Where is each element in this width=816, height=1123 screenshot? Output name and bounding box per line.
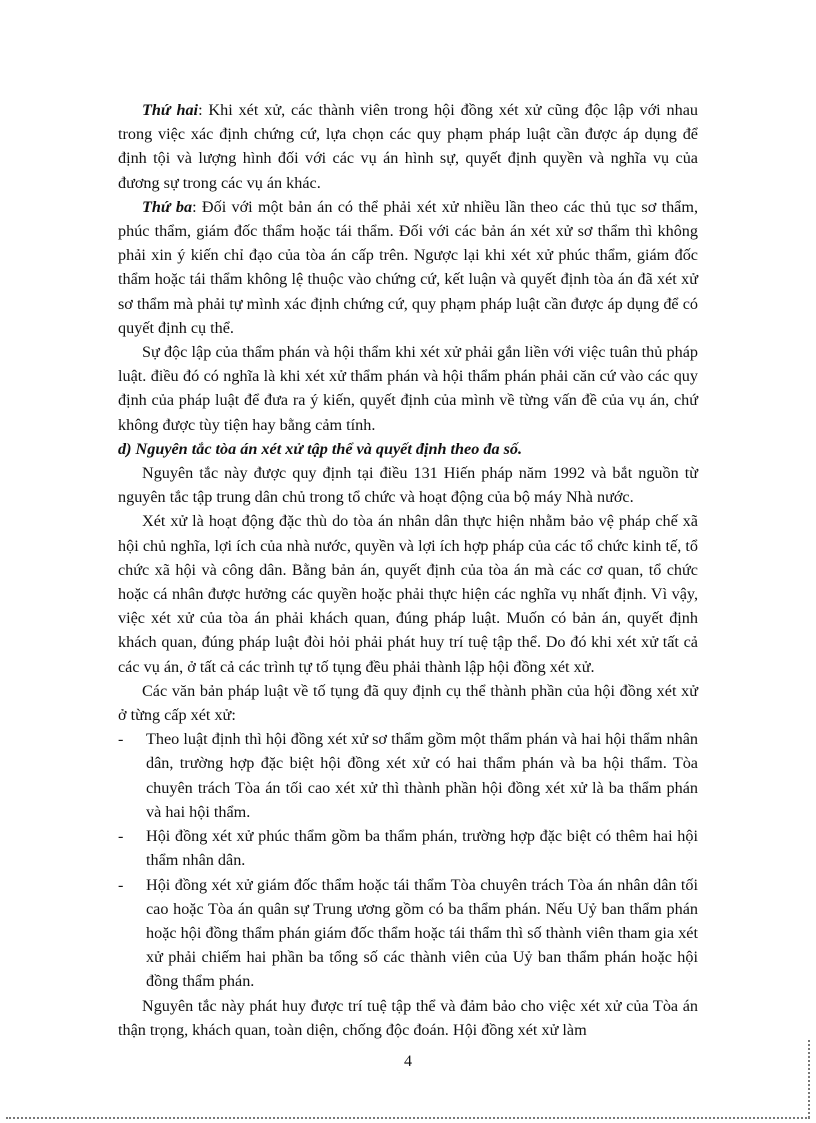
lead-thu-ba: Thứ ba: [142, 197, 193, 216]
list-item-text: Hội đồng xét xử phúc thẩm gồm ba thẩm phán, trường hợp đặc biệt có thêm hai hội thẩm nhân dân.: [146, 827, 698, 870]
list-item: [118, 727, 698, 824]
paragraph-thu-hai-text: : Khi xét xử, các thành viên trong hội đồng xét xử cũng độc lập với nhau trong việc xác định chứng cứ, lựa chọn các quy phạm pháp luật cần được áp dụng để định tội và lượng hình đối với các vụ án hình sự, quyết định quyền và nghĩa vụ của đương sự trong các vụ án khác.: [118, 101, 698, 192]
list-item: [118, 824, 698, 872]
right-dotted-border: [808, 1040, 810, 1118]
paragraph-van-ban: Các văn bản pháp luật về tố tụng đã quy định cụ thể thành phần của hội đồng xét xử ở từng cấp xét xử:: [118, 681, 698, 725]
list-dash: -: [118, 730, 124, 749]
lead-thu-hai: Thứ hai: [142, 101, 199, 119]
list-dash: -: [118, 875, 124, 894]
paragraph-thu-hai: [118, 98, 698, 195]
paragraph-thu-ba-text: : Đối với một bản án có thể phải xét xử nhiều lần theo các thủ tục sơ thẩm, phúc thẩm, giám đốc thẩm hoặc tái thẩm. Đối với các bản án xét xử sơ thẩm thì không phải xin ý kiến chỉ đạo của tòa án cấp trên. Ngược lại khi xét xử phúc thẩm, giám đốc thẩm hoặc tái thẩm không lệ thuộc vào chứng cứ, kết luận và quyết định tòa án đã xét xử sơ thẩm mà phải tự mình xác định chứng cứ, quy phạm pháp luật cần được áp dụng để có quyết định cụ thể.: [118, 197, 698, 337]
bottom-dotted-border: [6, 1117, 810, 1119]
list-item: [118, 873, 698, 994]
list-dash: -: [118, 827, 124, 846]
paragraph-tri-tue: Nguyên tắc này phát huy được trí tuệ tập thể và đảm bảo cho việc xét xử của Tòa án thận trọng, khách quan, toàn diện, chống độc đoán. Hội đồng xét xử làm: [118, 996, 698, 1039]
page-number: 4: [404, 1053, 412, 1070]
paragraph-nguyen-tac: Nguyên tắc này được quy định tại điều 131 Hiến pháp năm 1992 và bắt nguồn từ nguyên tắc tập trung dân chủ trong tổ chức và hoạt động của bộ máy Nhà nước.: [118, 464, 698, 507]
list-item-text: Hội đồng xét xử giám đốc thẩm hoặc tái thẩm Tòa chuyên trách Tòa án nhân dân tối cao hoặc Tòa án quân sự Trung ương gồm có ba thẩm phán. Nếu Uỷ ban thẩm phán hoặc hội đồng thẩm phán giám đốc thẩm hoặc tái thẩm thì số thành viên tham gia xét xử phải chiếm hai phần ba tổng số các thành viên của Uỷ ban thẩm phán hoặc hội đồng thẩm phán.: [146, 875, 698, 991]
paragraph-doc-lap: Sự độc lập của thẩm phán và hội thẩm khi xét xử phải gắn liền với việc tuân thủ pháp luật. điều đó có nghĩa là khi xét xử thẩm phán và hội thẩm phán phải căn cứ vào các quy định của pháp luật để đưa ra ý kiến, quyết định của mình về từng vấn đề của vụ án, chứ không được tùy tiện hay bằng cảm tính.: [118, 343, 698, 434]
paragraph-thu-ba: [118, 195, 698, 340]
section-heading: d) Nguyên tắc tòa án xét xử tập thể và quyết định theo đa số.: [118, 439, 523, 458]
page-content: [118, 98, 698, 1042]
list-item-text: Theo luật định thì hội đồng xét xử sơ thẩm gồm một thẩm phán và hai hội thẩm nhân dân, trường hợp đặc biệt hội đồng xét xử có hai thẩm phán và ba hội thẩm. Tòa chuyên trách Tòa án tối cao xét xử thì thành phần hội đồng xét xử là ba thẩm phán và hai hội thẩm.: [146, 730, 698, 821]
paragraph-xet-xu: Xét xử là hoạt động đặc thù do tòa án nhân dân thực hiện nhằm bảo vệ pháp chế xã hội chủ nghĩa, lợi ích của nhà nước, quyền và lợi ích hợp pháp của các tổ chức kinh tế, tổ chức xã hội và công dân. Bằng bản án, quyết định của tòa án mà các cơ quan, tổ chức hoặc cá nhân được hưởng các quyền hoặc phải thực hiện các nghĩa vụ nhất định. Vì vậy, việc xét xử của tòa án phải khách quan, đúng pháp luật. Muốn có bản án, quyết định khách quan, đúng pháp luật đòi hỏi phải phát huy trí tuệ tập thể. Do đó khi xét xử tất cả các vụ án, ở tất cả các trình tự tố tụng đều phải thành lập hội đồng xét xử.: [118, 512, 698, 676]
